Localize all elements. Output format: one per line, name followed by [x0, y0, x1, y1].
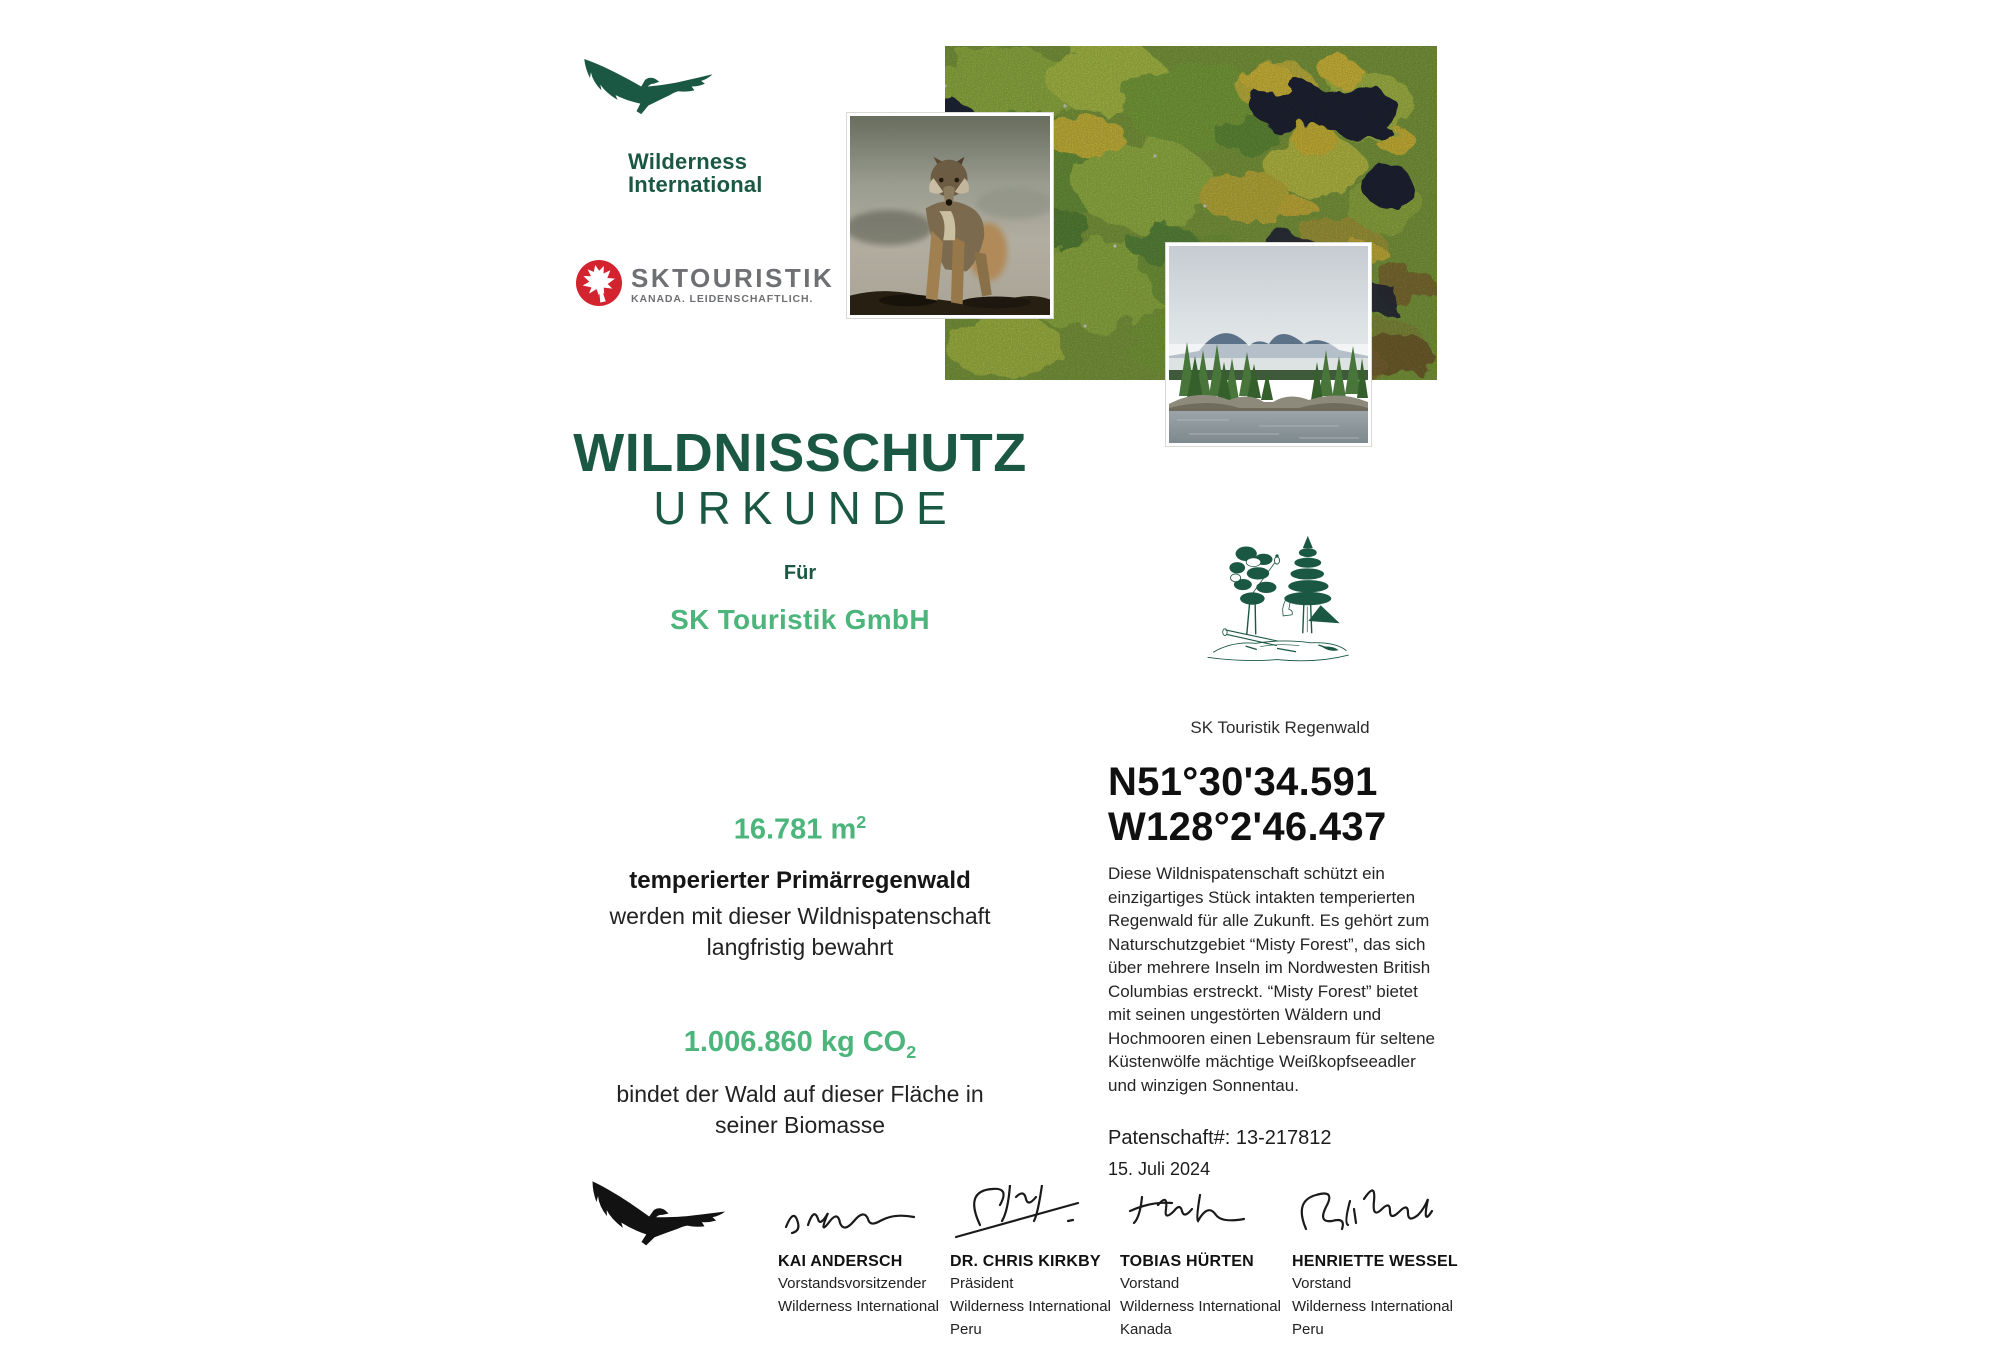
gps-coordinates [1108, 760, 1448, 850]
patronage-id: Patenschaft#: 13-217812 [1108, 1127, 1332, 1149]
certificate-title: WILDNISSCHUTZ [573, 423, 1027, 483]
signatory-name: KAI ANDERSCH [778, 1253, 903, 1270]
signatory-role: Vorstand [1120, 1275, 1180, 1292]
protected-area-caption: SK Touristik Regenwald [1190, 718, 1370, 737]
signatory-org: Wilderness International [778, 1298, 939, 1315]
signatory-org: Wilderness International [950, 1298, 1111, 1315]
misty-fjord-photo [1166, 243, 1371, 446]
signature-tobias-huerten [1120, 1185, 1270, 1245]
wilderness-international-logo-text [628, 150, 763, 196]
maple-leaf-icon [576, 260, 622, 306]
signature-chris-kirkby [950, 1185, 1100, 1245]
signatory-name: TOBIAS HÜRTEN [1120, 1253, 1254, 1270]
co2-subscript: 2 [906, 1041, 917, 1062]
eagle-icon [570, 46, 722, 148]
signatory-role: Vorstand [1292, 1275, 1352, 1292]
area-exponent: 2 [856, 812, 867, 832]
sktouristik-logo [576, 260, 834, 306]
signatory-name: DR. CHRIS KIRKBY [950, 1253, 1101, 1270]
signatory-region: Peru [950, 1321, 982, 1338]
signatory-role: Vorstandsvorsitzender [778, 1275, 927, 1292]
for-label: Für [783, 562, 817, 584]
area-description: werden mit dieser Wildnispatenschaft langfristig bewahrt [609, 903, 991, 960]
signatory-org: Wilderness International [1292, 1298, 1453, 1315]
signatory-region: Peru [1292, 1321, 1324, 1338]
recipient-name: SK Touristik GmbH [670, 604, 930, 635]
signature-kai-andersch [778, 1185, 928, 1245]
sktouristik-tagline: KANADA. LEIDENSCHAFTLICH. [631, 293, 814, 305]
patronage-date: 15. Juli 2024 [1108, 1159, 1211, 1179]
latitude: N51°30'34.591 [1108, 760, 1378, 804]
signatory-region: Kanada [1120, 1321, 1172, 1338]
certificate-subtitle: URKUNDE [653, 482, 958, 534]
signatory-org: Wilderness International [1120, 1298, 1281, 1315]
co2-description: bindet der Wald auf dieser Fläche in seiner Biomasse [616, 1081, 984, 1138]
protected-area-size [560, 812, 1040, 847]
area-number: 16.781 m [733, 813, 857, 846]
wi-logo-line1: Wilderness [628, 149, 748, 174]
forest-illustration [1192, 528, 1362, 668]
eagle-silhouette-icon [572, 1178, 734, 1278]
signature-block [1292, 1185, 1460, 1340]
signature-henriette-wessel [1292, 1185, 1442, 1245]
longitude: W128°2'46.437 [1108, 805, 1387, 849]
area-subject: temperierter Primärregenwald [629, 867, 971, 894]
co2-number: 1.006.860 kg CO [683, 1026, 907, 1058]
sktouristik-name: SKTOURISTIK [631, 263, 835, 293]
wi-logo-line2: International [628, 172, 763, 197]
signature-block [950, 1185, 1118, 1340]
location-description: Diese Wildnispatenschaft schützt ein einzigartiges Stück intakten temperierten Regenwald für alle Zukunft. Es gehört zum Naturschutzgebiet “Misty Forest”, das sich über mehrere Inseln im Nordwesten British Columbias erstreckt. “Misty Forest” bietet mit seinen ungestörten Wäldern und Hochmooren einen Lebensraum für seltene Küstenwölfe mächtige Weißkopfseeadler und winzigen Sonnentau. [1108, 864, 1435, 1095]
signatory-name: HENRIETTE WESSEL [1292, 1253, 1458, 1270]
signature-block [778, 1185, 946, 1319]
co2-amount [560, 1026, 1040, 1063]
signatory-role: Präsident [950, 1275, 1014, 1292]
coastal-wolf-photo [847, 113, 1053, 318]
signature-block [1120, 1185, 1288, 1340]
sktouristik-text [631, 260, 834, 305]
